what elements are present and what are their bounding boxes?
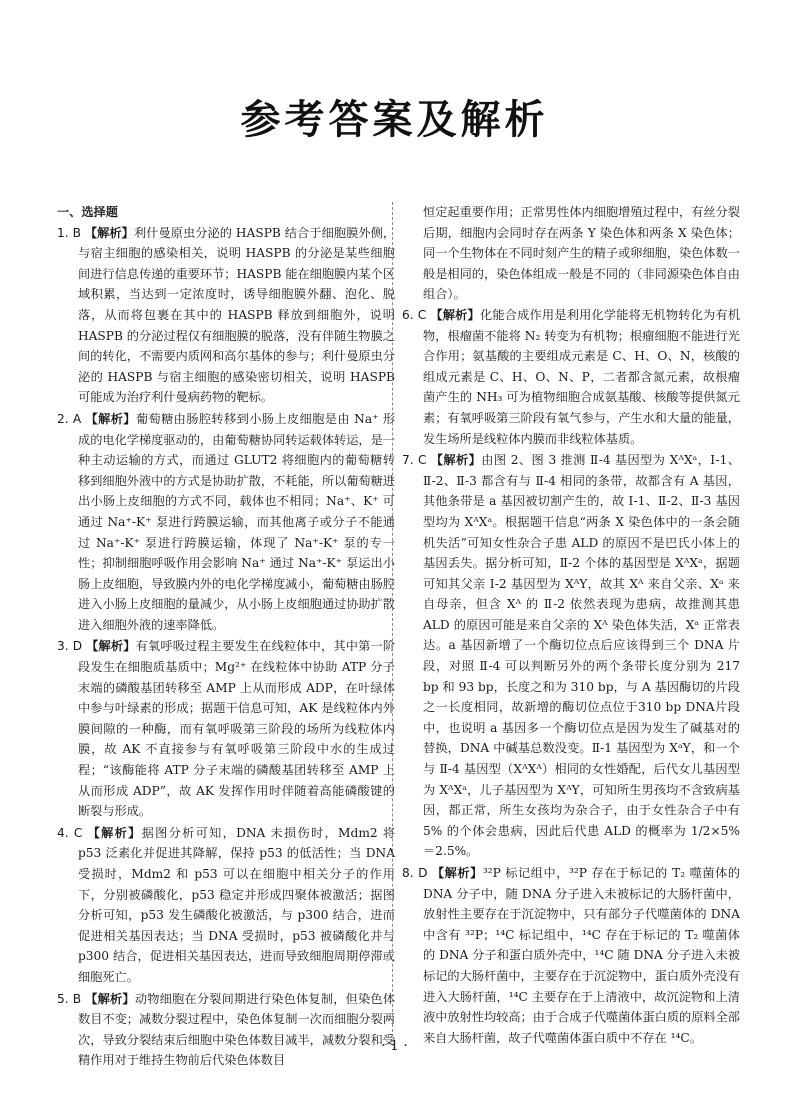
explanation-text: 葡萄糖由肠腔转移到小肠上皮细胞是由 Na⁺ 形成的电化学梯度驱动的，由葡萄糖协同转运载体转运，是一种主动运输的方式，而通过 GLUT2 将细胞内的葡萄糖转移到细胞外液中的方式是协助扩散，不耗能，所以葡萄糖进出小肠上皮细胞的方式不同，载体也不相同；Na⁺、K⁺ 可通过 Na⁺-K⁺ 泵进行跨膜运输，而其他离子或分子不能通过 Na⁺-K⁺ 泵进行跨膜运输，体现了 Na⁺-K⁺ 泵的专一性；抑制细胞呼吸作用会影响 Na⁺ 通过 Na⁺-K⁺ 泵运出小肠上皮细胞，导致膜内外的电化学梯度减小，葡萄糖由肠腔进入小肠上皮细胞的量减少，从小肠上皮细胞通过协助扩散进入细胞外液的速率降低。 [78,411,396,632]
answer-letter: B [72,225,81,240]
question-number: 4. [57,825,69,840]
explanation-text: 化能合成作用是利用化学能将无机物转化为有机物，根瘤菌不能将 N₂ 转变为有机物；根瘤细胞不能进行光合作用；氨基酸的主要组成元素是 C、H、O、N，核酸的组成元素是 C、H、O、N、P，二者都含氮元素，故根瘤菌产生的 NH₃ 可为植物细胞合成氨基酸、核酸等提供氮元素；有氧呼吸第三阶段有氧气参与，产生水和大量的能量，发生场所是线粒体内膜而非线粒体基质。 [423,307,741,446]
answer-letter: C [417,453,427,468]
answer-letter: C [73,825,83,840]
question-explanation [402,450,740,862]
answer-letter: C [417,307,427,322]
section-heading: 一、选择题 [57,205,118,219]
analysis-tag: 【解析】 [84,225,134,240]
column-divider [392,202,393,1032]
question-number: 8. [402,866,414,880]
answer-letter: B [72,991,82,1006]
analysis-tag: 【解析】 [430,307,480,322]
right-column [402,202,740,1048]
question-explanation [57,636,395,821]
question-number: 5. [57,991,69,1006]
question-number: 7. [402,453,414,468]
question-explanation [402,305,740,449]
question-explanation [57,223,395,408]
continuation-paragraph: 恒定起重要作用；正常男性体内细胞增殖过程中，有丝分裂后期，细胞内会同时存在两条 Y 染色体和两条 X 染色体；同一个生物体在不同时刻产生的精子或卵细胞，染色体数一般是相同的，染色体组成一般是不同的（非同源染色体自由组合）。 [423,205,740,302]
question-number: 2. [57,411,69,426]
question-number: 3. [57,639,69,654]
explanation-text: ³²P 标记组中，³²P 存在于标记的 T₂ 噬菌体的 DNA 分子中，随 DNA 分子进入未被标记的大肠杆菌中，放射性主要存在于沉淀物中，只有部分子代噬菌体的 DNA 中含有 ³²P；¹⁴C 标记组中，¹⁴C 存在于标记的 T₂ 噬菌体的 DNA 分子和蛋白质外壳中，¹⁴C 随 DNA 分子进入未被标记的大肠杆菌中，主要存在于沉淀物中，蛋白质外壳没有进入大肠杆菌，¹⁴C 主要存在于上清液中，故沉淀物和上清液中放射性均较高；由于合成子代噬菌体蛋白质的原料全部来自大肠杆菌，故子代噬菌体蛋白质中不存在 ¹⁴C。 [423,866,741,1045]
analysis-tag: 【解析】 [85,411,136,426]
analysis-tag: 【解析】 [87,825,142,840]
answer-letter: A [72,411,82,426]
explanation-text: 有氧呼吸过程主要发生在线粒体中，其中第一阶段发生在细胞质基质中；Mg²⁺ 在线粒体中协助 ATP 分子末端的磷酸基团转移至 AMP 上从而形成 ADP，在叶绿体中参与叶绿素的形成；据题干信息可知，AK 是线粒体内外膜间隙的一种酶，而有氧呼吸第三阶段的场所为线粒体内膜，故 AK 不直接参与有氧呼吸第三阶段中水的生成过程；“该酶能将 ATP 分子末端的磷酸基团转移至 AMP 上从而形成 ADP”，故 AK 发挥作用时伴随着高能磷酸键的断裂与形成。 [78,639,396,819]
question-number: 6. [402,307,414,322]
explanation-text: 由图 2、图 3 推测 Ⅱ-4 基因型为 XᴬXᵃ，Ⅰ-1、Ⅱ-2、Ⅱ-3 都含有与 Ⅱ-4 相同的条带，故都含有 A 基因，其他条带是 a 基因被切割产生的，故 Ⅰ-1、Ⅱ-2、Ⅱ-3 基因型均为 XᴬXᵃ。根据题干信息“两条 X 染色体中的一条会随机失活”可知女性杂合子患 ALD 的原因不是巴氏小体上的基因丢失。据分析可知，Ⅱ-2 个体的基因型是 XᴬXᵃ，据题可知其父亲 Ⅰ-2 基因型为 XᴬY，故其 Xᴬ 来自父亲、Xᵃ 来自母亲，但含 Xᴬ 的 Ⅱ-2 依然表现为患病，故推测其患 ALD 的原因可能是来自父亲的 Xᴬ 染色体失活，Xᵃ 正常表达。a 基因新增了一个酶切位点后应该得到三个 DNA 片段，对照 Ⅱ-4 可以判断另外的两个条带长度分别为 217 bp 和 93 bp，长度之和为 310 bp，与 A 基因酶切的片段之一长度相同，故新增的酶切位点位于310 bp DNA片段中，也说明 a 基因多一个酶切位点是因为发生了碱基对的替换，DNA 中碱基总数没变。Ⅱ-1 基因型为 XᵃY，和一个与 Ⅱ-4 基因型（XᴬXᴬ）相同的女性婚配，后代女儿基因型为 XᴬXᵃ，儿子基因型为 XᴬY，可知所生男孩均不含致病基因，都正常，所生女孩均为杂合子，由于女性杂合子中有 5% 的个体会患病，因此后代患 ALD 的概率为 1/2×5%＝2.5%。 [423,453,741,859]
explanation-text: 利什曼原虫分泌的 HASPB 结合于细胞膜外侧，与宿主细胞的感染相关，说明 HASPB 的分泌是某些细胞间进行信息传递的重要环节；HASPB 能在细胞膜内某个区域积累，当达到一定浓度时，诱导细胞膜外翻、泡化、脱落，从而将包裹在其中的 HASPB 释放到细胞外，说明 HASPB 的分泌过程仅有细胞膜的脱落，没有伴随生物膜之间的转化，不需要内质网和高尔基体的参与；利什曼原虫分泌的 HASPB 与宿主细胞的感染密切相关，说明 HASPB 可能成为治疗利什曼病药物的靶标。 [78,225,396,405]
analysis-tag: 【解析】 [85,991,135,1006]
page-number: · 1 · [381,1038,408,1054]
page-title: 参考答案及解析 [240,97,549,143]
answer-letter: D [72,639,83,654]
analysis-tag: 【解析】 [430,453,482,468]
question-explanation [402,863,740,1048]
left-column [57,202,395,1071]
question-explanation [57,989,395,1071]
analysis-tag: 【解析】 [431,866,483,880]
answer-letter: D [418,866,428,880]
question-explanation [57,409,395,636]
explanation-text: 动物细胞在分裂间期进行染色体复制，但染色体数目不变；减数分裂过程中，染色体复制一次而细胞分裂两次，导致分裂结束后细胞中染色体数目减半，减数分裂和受精作用对于维持生物前后代染色体数目 [78,991,396,1068]
analysis-tag: 【解析】 [86,639,136,654]
question-number: 1. [57,225,69,240]
explanation-text: 据图分析可知，DNA 未损伤时，Mdm2 将 p53 泛素化并促进其降解，保持 p53 的低活性；当 DNA 受损时，Mdm2 和 p53 可以在细胞中相关分子的作用下，分别被磷酸化，p53 稳定并形成四聚体被激活；据图分析可知，p53 发生磷酸化被激活，与 p300 结合，进而促进相关基因表达；当 DNA 受损时，p53 被磷酸化并与 p300 结合，促进相关基因表达，进而导致细胞周期停滞或细胞死亡。 [78,825,396,984]
question-explanation [57,823,395,988]
